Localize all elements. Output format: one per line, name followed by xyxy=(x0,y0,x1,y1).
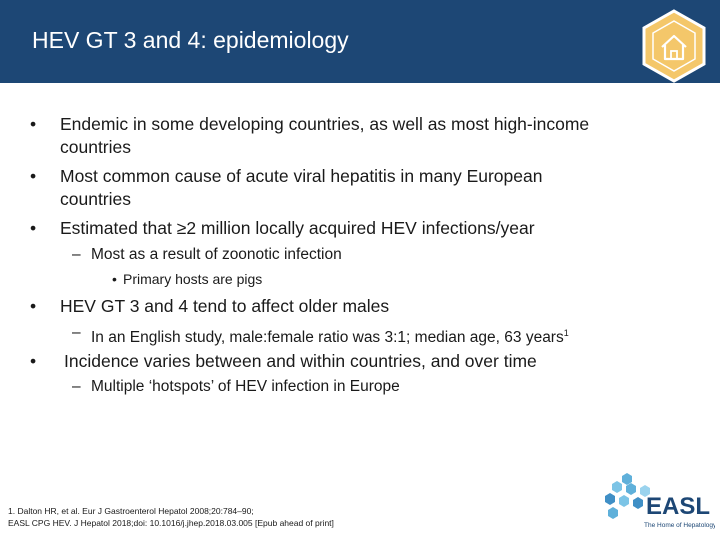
bullet-common-cause-line1: Most common cause of acute viral hepatitis in many European xyxy=(60,166,543,186)
bullet-estimated: Estimated that ≥2 million locally acquired HEV infections/year xyxy=(60,218,535,238)
home-button[interactable] xyxy=(640,9,708,85)
subsub-bullet-pigs: Primary hosts are pigs xyxy=(123,271,263,287)
easl-logo xyxy=(600,470,715,532)
bullet-marker: • xyxy=(30,218,37,238)
reference-line-2: EASL CPG HEV. J Hepatol 2018;doi: 10.1016/j.jhep.2018.03.005 [Epub ahead of print] xyxy=(8,517,334,528)
reference-superscript: 1 xyxy=(563,328,569,338)
references xyxy=(8,506,334,529)
slide-title: HEV GT 3 and 4: epidemiology xyxy=(32,27,349,53)
sub-bullet-dash: – xyxy=(72,324,81,341)
bullet-marker: • xyxy=(30,166,37,186)
bullet-marker: • xyxy=(30,296,37,316)
reference-line-1: 1. Dalton HR, et al. Eur J Gastroenterol Hepatol 2008;20:784–90; xyxy=(8,506,254,516)
logo-wordmark: EASL xyxy=(646,493,711,520)
bullet-marker: • xyxy=(30,351,37,371)
easl-logo-graphic xyxy=(600,470,715,532)
bullet-endemic-line1: Endemic in some developing countries, as well as most high-income xyxy=(60,114,590,134)
slide-header xyxy=(0,0,720,83)
bullet-common-cause-line2: countries xyxy=(60,189,132,209)
english-study-text: In an English study, male:female ratio was 3:1; median age, 63 years xyxy=(91,329,564,347)
logo-tagline: The Home of Hepatology xyxy=(644,522,715,529)
sub-bullet-dash: – xyxy=(72,378,81,395)
sub-bullet-zoonotic: Most as a result of zoonotic infection xyxy=(91,246,342,263)
bullet-marker: • xyxy=(30,114,37,134)
sub-bullet-hotspots: Multiple ‘hotspots’ of HEV infection in Europe xyxy=(91,378,400,395)
bullet-incidence: Incidence varies between and within countries, and over time xyxy=(64,351,537,371)
bullet-endemic-line2: countries xyxy=(60,137,132,157)
subsub-bullet-marker: • xyxy=(112,271,117,287)
sub-bullet-english-study xyxy=(91,324,569,347)
home-icon xyxy=(640,9,708,85)
sub-bullet-dash: – xyxy=(72,246,81,263)
bullet-older-males: HEV GT 3 and 4 tend to affect older males xyxy=(60,296,390,316)
